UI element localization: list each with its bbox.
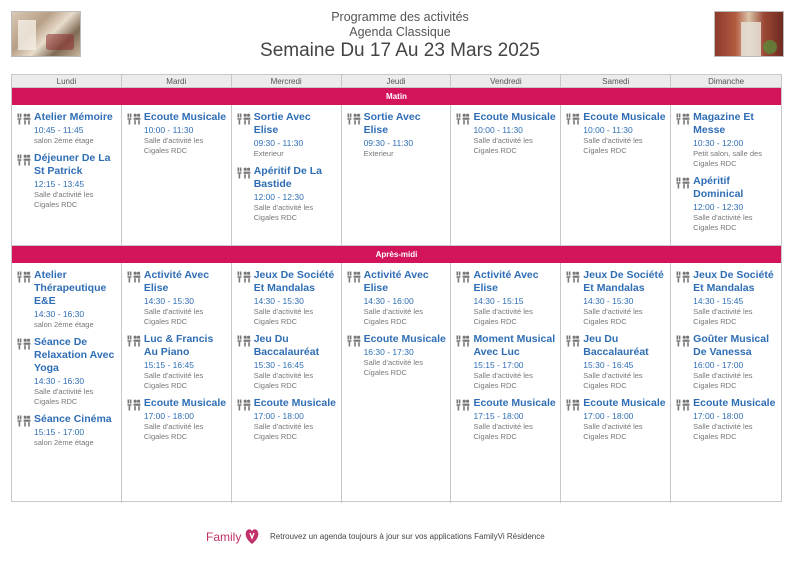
day-header: Mardi: [122, 75, 232, 87]
activity-time: 12:00 - 12:30: [693, 202, 744, 212]
activity-name: Ecoute Musicale: [583, 397, 666, 409]
activity-item[interactable]: [456, 269, 557, 327]
activity-time: 17:15 - 18:00: [473, 411, 524, 421]
activity-place: Exterieur: [363, 149, 394, 158]
activity-item[interactable]: [676, 269, 778, 327]
familyvi-logo-text: Family: [206, 530, 242, 544]
activity-place: Salle d'activité les Cigales RDC: [253, 307, 314, 326]
activity-icon: [566, 271, 580, 327]
activity-place: Salle d'activité les Cigales RDC: [363, 358, 423, 377]
activity-time: 16:00 - 17:00: [693, 360, 744, 370]
activity-item[interactable]: [456, 333, 557, 391]
day-cell: [342, 105, 452, 245]
activity-item[interactable]: [676, 397, 778, 442]
activity-item[interactable]: [347, 333, 448, 378]
activity-item[interactable]: [127, 397, 228, 442]
activity-icon: [566, 399, 580, 442]
activity-icon: [237, 399, 251, 442]
activity-item[interactable]: [676, 333, 778, 391]
activity-icon: [347, 113, 361, 159]
activity-item[interactable]: [347, 111, 448, 159]
familyvi-logo-icon: [244, 527, 260, 545]
activity-name: Jeu Du Baccalauréat: [583, 333, 649, 358]
activity-name: Sortie Avec Elise: [253, 111, 311, 136]
day-header: Mercredi: [232, 75, 342, 87]
activity-item[interactable]: [127, 111, 228, 156]
activity-place: Salle d'activité les Cigales RDC: [693, 371, 753, 390]
activity-item[interactable]: [17, 111, 118, 146]
activity-time: 14:30 - 16:30: [34, 309, 85, 319]
activity-item[interactable]: [237, 111, 338, 159]
activity-time: 14:30 - 16:30: [34, 376, 85, 386]
activity-icon: [127, 399, 141, 442]
activity-time: 17:00 - 18:00: [693, 411, 744, 421]
activity-name: Apéritif Dominical: [693, 175, 744, 200]
day-cell: [232, 263, 342, 503]
day-cell: [561, 263, 671, 503]
activity-name: Ecoute Musicale: [143, 397, 227, 409]
activity-item[interactable]: [127, 333, 228, 391]
activity-time: 09:30 - 11:30: [253, 138, 304, 148]
activity-name: Ecoute Musicale: [143, 111, 227, 123]
activity-time: 10:30 - 12:00: [693, 138, 744, 148]
activity-icon: [127, 271, 141, 327]
activity-icon: [566, 335, 580, 391]
activity-time: 15:15 - 17:00: [34, 427, 85, 437]
activity-name: Séance Cinéma: [34, 413, 112, 425]
activity-place: Salle d'activité les Cigales RDC: [583, 422, 643, 441]
activity-item[interactable]: [676, 175, 778, 233]
activity-place: Salle d'activité les Cigales RDC: [583, 307, 643, 326]
activity-icon: [237, 335, 251, 391]
activity-name: Ecoute Musicale: [253, 397, 336, 409]
activity-name: Jeux De Société Et Mandalas: [253, 269, 335, 294]
activity-item[interactable]: [17, 336, 118, 407]
activity-time: 15:30 - 16:45: [253, 360, 304, 370]
day-cell: [122, 105, 232, 245]
activity-icon: [237, 167, 251, 223]
day-cell: [342, 263, 452, 503]
activity-name: Goûter Musical De Vanessa: [693, 333, 770, 358]
activity-time: 14:30 - 16:00: [363, 296, 414, 306]
activity-icon: [17, 154, 31, 210]
day-cell: [122, 263, 232, 503]
activity-time: 10:45 - 11:45: [34, 125, 84, 135]
activity-place: Salle d'activité les Cigales RDC: [143, 136, 204, 155]
activity-item[interactable]: [566, 269, 667, 327]
activity-icon: [676, 335, 690, 391]
activity-name: Apéritif De La Bastide: [253, 165, 322, 190]
activity-time: 10:00 - 11:30: [143, 125, 194, 135]
activity-icon: [676, 271, 690, 327]
activity-place: Salle d'activité les Cigales RDC: [473, 371, 533, 390]
day-header: Dimanche: [708, 77, 745, 86]
activity-place: Salle d'activité les Cigales RDC: [363, 307, 423, 326]
day-header: Vendredi: [451, 75, 561, 87]
activity-time: 14:30 - 15:30: [253, 296, 304, 306]
week-range: Semaine Du 17 Au 23 Mars 2025: [260, 40, 540, 61]
activity-item[interactable]: [17, 269, 118, 330]
activity-item[interactable]: [456, 397, 557, 442]
day-cell: [671, 105, 781, 245]
activity-name: Ecoute Musicale: [473, 397, 556, 409]
day-cell: [12, 263, 122, 503]
activity-place: Salle d'activité les Cigales RDC: [693, 422, 753, 441]
activity-name: Ecoute Musicale: [693, 397, 776, 409]
activity-icon: [676, 399, 690, 442]
activity-place: Salle d'activité les Cigales RDC: [693, 307, 753, 326]
footer-message: Retrouvez un agenda toujours à jour sur vos applications FamilyVi Résidence: [270, 532, 545, 541]
activity-name: Jeux De Société Et Mandalas: [583, 269, 664, 294]
activity-icon: [17, 338, 31, 407]
activity-place: Petit salon, salle des Cigales RDC: [693, 149, 762, 168]
weekly-agenda: [11, 74, 782, 502]
activity-name: Déjeuner De La St Patrick: [34, 152, 111, 177]
activity-time: 15:30 - 16:45: [583, 360, 634, 370]
activity-name: Jeux De Société Et Mandalas: [693, 269, 774, 294]
page-header: [0, 10, 800, 63]
activity-name: Activité Avec Elise: [143, 269, 210, 294]
activity-item[interactable]: [237, 269, 338, 327]
activity-time: 16:30 - 17:30: [363, 347, 414, 357]
day-cell: [12, 105, 122, 245]
activity-place: Salle d'activité les Cigales RDC: [583, 136, 643, 155]
activity-icon: [456, 399, 470, 442]
activity-time: 10:00 - 11:30: [583, 125, 633, 135]
activity-place: Salle d'activité les Cigales RDC: [583, 371, 643, 390]
activity-icon: [237, 271, 251, 327]
activity-time: 09:30 - 11:30: [363, 138, 414, 148]
activity-name: Activité Avec Elise: [363, 269, 429, 294]
activity-item[interactable]: [127, 269, 228, 327]
activity-place: Salle d'activité les Cigales RDC: [253, 422, 314, 441]
activity-place: Salle d'activité les Cigales RDC: [34, 190, 94, 209]
activity-icon: [347, 271, 361, 327]
activity-icon: [127, 335, 141, 391]
day-cell: [451, 105, 561, 245]
activity-icon: [676, 177, 690, 233]
activity-time: 14:30 - 15:15: [473, 296, 524, 306]
afternoon-row: [12, 263, 781, 503]
activity-name: Sortie Avec Elise: [363, 111, 421, 136]
activity-icon: [456, 335, 470, 391]
activity-name: Magazine Et Messe: [693, 111, 754, 136]
section-band-afternoon: Après-midi: [12, 246, 781, 263]
activity-time: 17:00 - 18:00: [583, 411, 634, 421]
activity-place: Salle d'activité les Cigales RDC: [253, 203, 314, 222]
activity-item[interactable]: [566, 397, 667, 442]
activity-place: Salle d'activité les Cigales RDC: [143, 371, 204, 390]
footer: [0, 527, 800, 549]
activity-icon: [456, 271, 470, 327]
activity-item[interactable]: [237, 397, 338, 442]
activity-name: Atelier Mémoire: [34, 111, 113, 123]
activity-name: Atelier Thérapeutique E&E: [34, 269, 107, 307]
activity-icon: [17, 415, 31, 448]
activity-place: Exterieur: [253, 149, 284, 158]
activity-name: Moment Musical Avec Luc: [473, 333, 556, 358]
day-cell: [451, 263, 561, 503]
activity-item[interactable]: [347, 269, 448, 327]
day-header: Jeudi: [342, 75, 452, 87]
activity-place: Salle d'activité les Cigales RDC: [34, 387, 94, 406]
activity-time: 17:00 - 18:00: [253, 411, 304, 421]
activity-icon: [237, 113, 251, 159]
activity-name: Ecoute Musicale: [473, 111, 556, 123]
activity-item[interactable]: [237, 333, 338, 391]
activity-time: 12:15 - 13:45: [34, 179, 85, 189]
section-band-morning: Matin: [12, 88, 781, 105]
activity-place: Salle d'activité les Cigales RDC: [253, 371, 314, 390]
activity-time: 10:00 - 11:30: [473, 125, 523, 135]
activity-place: salon 2ème étage: [34, 136, 94, 145]
activity-place: Salle d'activité les Cigales RDC: [473, 136, 533, 155]
day-cell: [561, 105, 671, 245]
activity-place: Salle d'activité les Cigales RDC: [693, 213, 753, 232]
activity-time: 14:30 - 15:30: [583, 296, 634, 306]
activity-item[interactable]: [237, 165, 338, 223]
day-header-row: [12, 75, 781, 88]
activity-item[interactable]: [566, 333, 667, 391]
morning-row: [12, 105, 781, 246]
activity-name: Séance De Relaxation Avec Yoga: [34, 336, 115, 374]
day-cell: [671, 263, 781, 503]
activity-time: 14:30 - 15:45: [693, 296, 744, 306]
activity-place: Salle d'activité les Cigales RDC: [473, 307, 533, 326]
page-title: Programme des activités: [331, 10, 469, 24]
activity-icon: [127, 113, 141, 156]
day-header: Lundi: [12, 75, 122, 87]
activity-item[interactable]: [566, 111, 667, 156]
activity-icon: [347, 335, 361, 378]
activity-time: 15:15 - 17:00: [473, 360, 524, 370]
activity-icon: [676, 113, 690, 169]
activity-name: Jeu Du Baccalauréat: [253, 333, 320, 358]
activity-place: Salle d'activité les Cigales RDC: [473, 422, 533, 441]
agenda-type: Agenda Classique: [349, 25, 451, 39]
activity-item[interactable]: [17, 413, 118, 448]
activity-name: Activité Avec Elise: [473, 269, 539, 294]
activity-icon: [566, 113, 580, 156]
day-header: Samedi: [561, 75, 671, 87]
activity-time: 15:15 - 16:45: [143, 360, 194, 370]
activity-time: 14:30 - 15:30: [143, 296, 194, 306]
activity-item[interactable]: [17, 152, 118, 210]
activity-name: Ecoute Musicale: [363, 333, 446, 345]
activity-icon: [17, 113, 31, 146]
activity-icon: [456, 113, 470, 156]
activity-name: Luc & Francis Au Piano: [143, 333, 214, 358]
activity-name: Ecoute Musicale: [583, 111, 666, 123]
activity-place: Salle d'activité les Cigales RDC: [143, 422, 204, 441]
activity-time: 12:00 - 12:30: [253, 192, 304, 202]
activity-item[interactable]: [676, 111, 778, 169]
day-cell: [232, 105, 342, 245]
activity-place: salon 2ème étage: [34, 438, 94, 447]
activity-place: salon 2ème étage: [34, 320, 94, 329]
activity-icon: [17, 271, 31, 330]
activity-place: Salle d'activité les Cigales RDC: [143, 307, 204, 326]
activity-time: 17:00 - 18:00: [143, 411, 194, 421]
activity-item[interactable]: [456, 111, 557, 156]
